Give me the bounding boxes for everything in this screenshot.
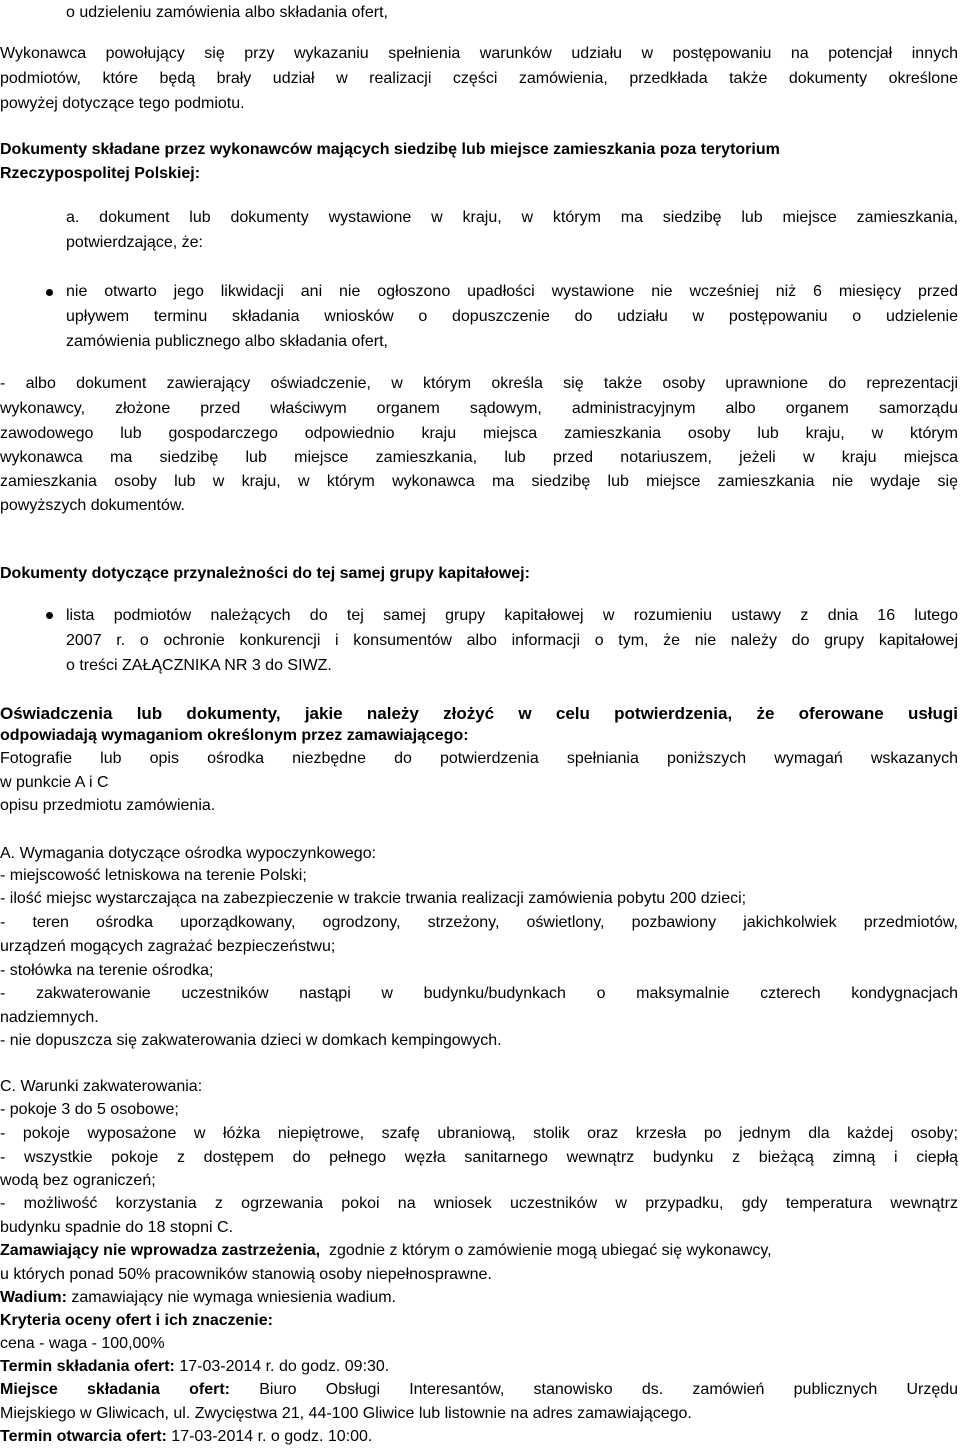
- bullet-line: zamówienia publicznego albo składania ofert,: [66, 333, 388, 350]
- bullet-line: lista podmiotów należących do tej samej grupy kapitałowej w rozumieniu ustawy z dnia 16 lutego: [66, 607, 958, 624]
- paragraph-line: powyższych dokumentów.: [0, 497, 185, 514]
- opening-label: Termin otwarcia ofert:: [0, 1428, 167, 1445]
- bullet-line: upływem terminu składania wniosków o dopuszczenie do udziału w postępowaniu o udzielenie: [66, 308, 958, 325]
- requirement-line: urządzeń mogących zagrażać bezpieczeństwu;: [0, 938, 336, 955]
- paragraph-line: w punkcie A i C: [0, 774, 109, 791]
- section-heading: Rzeczypospolitej Polskiej:: [0, 165, 201, 182]
- place-line: [0, 1380, 958, 1400]
- requirement-line: budynku spadnie do 18 stopni C.: [0, 1219, 234, 1236]
- paragraph-line: opisu przedmiotu zamówienia.: [0, 797, 216, 814]
- section-heading: Oświadczenia lub dokumenty, jakie należy złożyć w celu potwierdzenia, że oferowane usługi: [0, 704, 958, 723]
- requirement-line: - nie dopuszcza się zakwaterowania dzieci w domkach kempingowych.: [0, 1032, 502, 1049]
- section-a-title: A. Wymagania dotyczące ośrodka wypoczynkowego:: [0, 845, 377, 862]
- wadium-label: Wadium:: [0, 1289, 67, 1306]
- bullet-icon: [46, 612, 53, 619]
- deadline-label: Termin składania ofert:: [0, 1358, 175, 1375]
- bullet-line: nie otwarto jego likwidacji ani nie ogłoszono upadłości wystawione nie wcześniej niż 6 miesięcy przed: [66, 283, 958, 300]
- opening-text: 17-03-2014 r. o godz. 10:00.: [171, 1428, 373, 1445]
- top-line: o udzieleniu zamówienia albo składania ofert,: [66, 4, 388, 21]
- criteria-value: cena - waga - 100,00%: [0, 1335, 165, 1352]
- paragraph-line: Fotografie lub opis ośrodka niezbędne do potwierdzenia spełniania poniższych wymagań wskazanych: [0, 750, 958, 767]
- paragraph-line: podmiotów, które będą brały udział w realizacji części zamówienia, przedkłada także dokumenty określone: [0, 70, 958, 87]
- requirement-line: - pokoje 3 do 5 osobowe;: [0, 1101, 179, 1118]
- paragraph-line: wykonawca ma siedzibę lub miejsce zamieszkania, lub przed notariuszem, jeżeli w kraju miejsca: [0, 449, 958, 466]
- reservation-text: zgodnie z którym o zamówienie mogą ubiegać się wykonawcy,: [329, 1242, 772, 1259]
- opening-line: [0, 1427, 372, 1447]
- requirement-line: - ilość miejsc wystarczająca na zabezpieczenie w trakcie trwania realizacji zamówienia pobytu 200 dzieci;: [0, 890, 747, 907]
- list-item-a: potwierdzające, że:: [66, 234, 203, 251]
- reservation-label: Zamawiający nie wprowadza zastrzeżenia,: [0, 1242, 321, 1259]
- requirement-line: - stołówka na terenie ośrodka;: [0, 962, 214, 979]
- reservation-line: [0, 1241, 772, 1261]
- requirement-line: - zakwaterowanie uczestników nastąpi w budynku/budynkach o maksymalnie czterech kondygnacjach: [0, 985, 958, 1002]
- bullet-icon: [46, 289, 53, 296]
- requirement-line: - teren ośrodka uporządkowany, ogrodzony, strzeżony, oświetlony, pozbawiony jakichkolwiek przedmiotów,: [0, 914, 958, 931]
- reservation-line: u których ponad 50% pracowników stanowią osoby niepełnosprawne.: [0, 1266, 492, 1283]
- section-c-title: C. Warunki zakwaterowania:: [0, 1078, 203, 1095]
- paragraph-line: - albo dokument zawierający oświadczenie, w którym określa się także osoby uprawnione do reprezentacji: [0, 375, 958, 392]
- place-text: Biuro Obsługi Interesantów, stanowisko ds. zamówień publicznych Urzędu: [259, 1381, 959, 1398]
- paragraph-line: zawodowego lub gospodarczego odpowiednio kraju miejsca zamieszkania osoby lub kraju, w którym: [0, 425, 958, 442]
- deadline-text: 17-03-2014 r. do godz. 09:30.: [179, 1358, 390, 1375]
- bullet-line: o treści ZAŁĄCZNIKA NR 3 do SIWZ.: [66, 657, 332, 674]
- bullet-line: 2007 r. o ochronie konkurencji i konsumentów albo informacji o tym, że nie należy do grupy kapitałowej: [66, 632, 958, 649]
- paragraph-line: zamieszkania osoby lub w kraju, w którym wykonawca ma siedzibę lub miejsce zamieszkania nie wydaje się: [0, 473, 958, 490]
- wadium-text: zamawiający nie wymaga wniesienia wadium.: [71, 1289, 396, 1306]
- wadium-line: [0, 1288, 396, 1308]
- section-heading: odpowiadają wymaganiom określonym przez zamawiającego:: [0, 727, 469, 744]
- requirement-line: wodą bez ograniczeń;: [0, 1172, 156, 1189]
- requirement-line: - miejscowość letniskowa na terenie Polski;: [0, 867, 307, 884]
- section-heading: Dokumenty dotyczące przynależności do tej samej grupy kapitałowej:: [0, 565, 530, 582]
- requirement-line: - pokoje wyposażone w łóżka niepiętrowe, szafę ubraniową, stolik oraz krzesła po jednym dla każdej osoby;: [0, 1125, 958, 1142]
- requirement-line: nadziemnych.: [0, 1009, 99, 1026]
- place-line: Miejskiego w Gliwicach, ul. Zwycięstwa 21, 44-100 Gliwice lub listownie na adres zamawiającego.: [0, 1405, 692, 1422]
- place-label: Miejsce składania ofert:: [0, 1381, 231, 1398]
- requirement-line: - wszystkie pokoje z dostępem do pełnego węzła sanitarnego wewnątrz budynku z bieżącą zimną i ciepłą: [0, 1149, 958, 1166]
- paragraph-line: powyżej dotyczące tego podmiotu.: [0, 95, 245, 112]
- paragraph-line: Wykonawca powołujący się przy wykazaniu spełnienia warunków udziału w postępowaniu na potencjał innych: [0, 45, 958, 62]
- section-heading: Dokumenty składane przez wykonawców mających siedzibę lub miejsce zamieszkania poza terytorium: [0, 141, 780, 158]
- list-item-a: a. dokument lub dokumenty wystawione w kraju, w którym ma siedzibę lub miejsce zamieszkania,: [66, 209, 958, 226]
- paragraph-line: wykonawcy, złożone przed właściwym organem sądowym, administracyjnym albo organem samorządu: [0, 400, 958, 417]
- requirement-line: - możliwość korzystania z ogrzewania pokoi na wniosek uczestników w przypadku, gdy temperatura wewnątrz: [0, 1195, 958, 1212]
- criteria-label: Kryteria oceny ofert i ich znaczenie:: [0, 1312, 273, 1329]
- deadline-line: [0, 1357, 389, 1377]
